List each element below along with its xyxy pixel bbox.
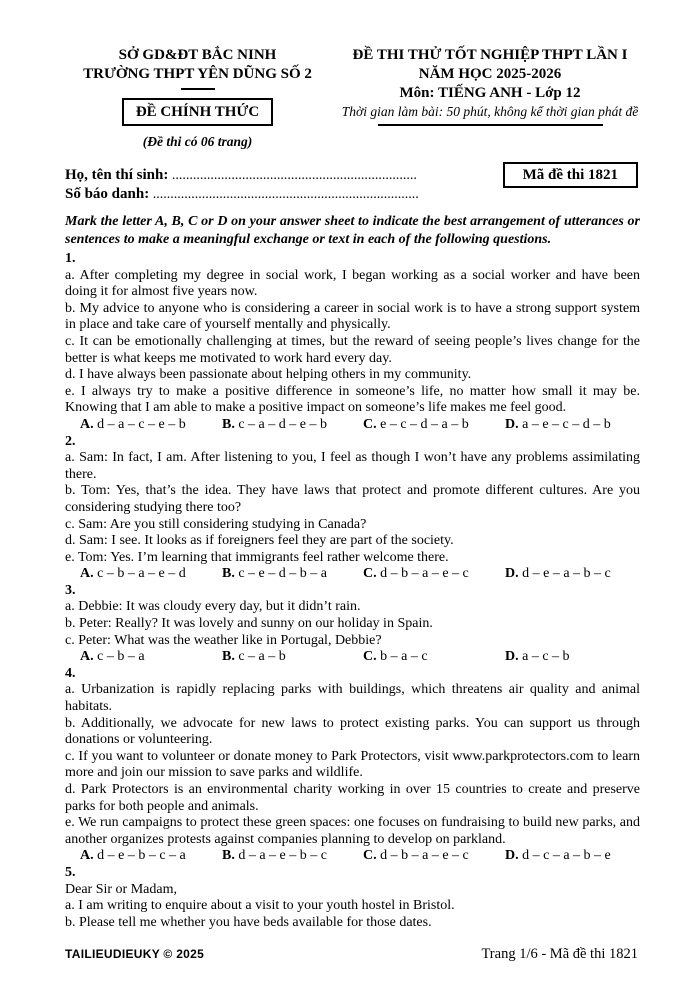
answer-option (505, 417, 640, 434)
option-sequence: c – b – a (93, 649, 145, 665)
option-letter: A. (80, 649, 94, 665)
answer-option (80, 649, 222, 666)
question-item: c. If you want to volunteer or donate money to Park Protectors, visit www.parkprotectors.com to learn more and join our mission to save parks and wildlife. (65, 748, 640, 781)
option-letter: B. (222, 416, 235, 432)
candidate-id-label: Số báo danh: (65, 186, 150, 202)
option-letter: B. (222, 566, 235, 582)
question-block (65, 865, 640, 931)
answer-option (222, 848, 363, 865)
question-item: e. I always try to make a positive difference in someone’s life, no matter how small it may be. Knowing that I am able to make a positive impact on someone’s life makes me feel good. (65, 383, 640, 416)
candidate-name-blank: ...................................................................... (171, 168, 417, 183)
option-letter: D. (505, 566, 519, 582)
option-sequence: c – b – a – e – d (93, 566, 186, 582)
option-sequence: d – a – e – b – c (234, 848, 327, 864)
question-number: 1. (65, 251, 76, 266)
school-year: NĂM HỌC 2025-2026 (418, 66, 562, 82)
watermark-text: TAILIEUDIEUKY © 2025 (65, 947, 205, 961)
official-exam-box: ĐỀ CHÍNH THỨC (122, 98, 273, 126)
candidate-info (65, 166, 640, 204)
question-preamble: Dear Sir or Madam, (65, 881, 177, 897)
option-letter: A. (80, 848, 94, 864)
question-item: b. Additionally, we advocate for new laws to protect existing parks. You can support us through donations or volunteering. (65, 715, 640, 748)
exam-code-box: Mã đề thi 1821 (503, 162, 638, 188)
question-item: b. Tom: Yes, that’s the idea. They have laws that protect and promote different cultures. Are you considering studying there too? (65, 483, 640, 515)
option-letter: A. (80, 416, 94, 432)
option-letter: C. (363, 649, 377, 665)
question-item: c. It can be emotionally challenging at times, but the reward of seeing people’s lives change for the better is what keeps me motivated to work hard every day. (65, 333, 640, 366)
answer-option (80, 566, 222, 583)
option-letter: B. (222, 649, 235, 665)
answer-option (505, 649, 640, 666)
question-number: 2. (65, 433, 76, 449)
duration-note: Thời gian làm bài: 50 phút, không kể thời gian phát đề (341, 104, 639, 119)
header-right-block (330, 46, 640, 150)
section-instruction: Mark the letter A, B, C or D on your answer sheet to indicate the best arrangement of utterances or sentences to make a meaningful exchange or text in each of the following questions. (65, 214, 640, 247)
option-letter: D. (505, 649, 519, 665)
candidate-name-label: Họ, tên thí sinh: (65, 167, 169, 183)
question-item: d. Sam: I see. It looks as if foreigners feel they are part of the society. (65, 533, 454, 549)
exam-title: ĐỀ THI THỬ TỐT NGHIỆP THPT LẦN I (352, 47, 628, 63)
answer-option (222, 649, 363, 666)
option-letter: D. (505, 416, 519, 432)
options-row (65, 848, 640, 865)
candidate-id-blank: ............................................................................ (152, 187, 419, 202)
questions-list (65, 251, 640, 931)
answer-option (222, 417, 363, 434)
question-item: c. Sam: Are you still considering studying in Canada? (65, 516, 367, 532)
subject-grade: Môn: TIẾNG ANH - Lớp 12 (399, 85, 581, 101)
option-sequence: d – e – b – c – a (93, 848, 186, 864)
header-left-block (65, 46, 330, 150)
option-sequence: a – e – c – d – b (518, 416, 611, 432)
answer-option (363, 848, 505, 865)
option-letter: B. (222, 848, 235, 864)
option-sequence: d – e – a – b – c (518, 566, 611, 582)
answer-option (363, 417, 505, 434)
question-item: b. Please tell me whether you have beds available for those dates. (65, 914, 432, 930)
answer-option (505, 848, 640, 865)
options-row (65, 649, 640, 666)
question-number: 3. (65, 582, 76, 598)
question-item: d. Park Protectors is an environmental charity working in over 15 countries to create and preserve parks for both people and animals. (65, 782, 640, 814)
option-sequence: d – c – a – b – e (518, 848, 611, 864)
option-letter: D. (505, 848, 519, 864)
question-item: a. Sam: In fact, I am. After listening to you, I feel as though I won’t have any problems assimilating there. (65, 450, 640, 482)
question-item: a. Debbie: It was cloudy every day, but it didn’t rain. (65, 599, 361, 615)
pages-note: (Đề thi có 06 trang) (142, 134, 253, 149)
page-footer (65, 946, 638, 963)
page-number: Trang 1/6 - Mã đề thi 1821 (481, 946, 638, 962)
question-item: a. I am writing to enquire about a visit to your youth hostel in Bristol. (65, 898, 455, 914)
option-letter: C. (363, 566, 377, 582)
answer-option (505, 566, 640, 583)
options-row (65, 417, 640, 434)
department-name: SỞ GD&ĐT BẮC NINH (118, 47, 277, 63)
option-sequence: c – e – d – b – a (234, 566, 327, 582)
answer-option (80, 848, 222, 865)
option-letter: A. (80, 566, 94, 582)
option-sequence: c – a – b (234, 649, 286, 665)
answer-option (363, 566, 505, 583)
question-item: c. Peter: What was the weather like in Portugal, Debbie? (65, 632, 382, 648)
question-item: d. I have always been passionate about helping others in my community. (65, 367, 472, 383)
option-sequence: e – c – d – a – b (376, 416, 469, 432)
question-item: a. After completing my degree in social work, I began working as a social worker and have been doing it for almost five years now. (65, 267, 640, 300)
question-item: a. Urbanization is rapidly replacing parks with buildings, which threatens air quality and animal habitats. (65, 682, 640, 715)
divider-line (181, 88, 215, 90)
question-number: 4. (65, 665, 76, 681)
option-letter: C. (363, 416, 377, 432)
question-block (65, 251, 640, 434)
answer-option (80, 417, 222, 434)
exam-header (65, 46, 640, 150)
option-sequence: c – a – d – e – b (234, 416, 327, 432)
question-number: 5. (65, 864, 76, 880)
answer-option (363, 649, 505, 666)
option-letter: C. (363, 848, 377, 864)
divider-line (378, 124, 603, 126)
option-sequence: a – c – b (518, 649, 570, 665)
option-sequence: d – b – a – e – c (376, 848, 469, 864)
question-block (65, 583, 640, 666)
option-sequence: b – a – c (376, 649, 428, 665)
question-item: b. Peter: Really? It was lovely and sunny on our holiday in Spain. (65, 616, 433, 632)
option-sequence: d – a – c – e – b (93, 416, 186, 432)
question-block (65, 666, 640, 865)
options-row (65, 566, 640, 583)
answer-option (222, 566, 363, 583)
question-item: b. My advice to anyone who is considering a career in social work is to have a strong support system in place and take care of yourself mentally and physically. (65, 300, 640, 333)
question-block (65, 434, 640, 583)
option-sequence: d – b – a – e – c (376, 566, 469, 582)
question-item: e. Tom: Yes. I’m learning that immigrants feel rather welcome there. (65, 549, 449, 565)
school-name: TRƯỜNG THPT YÊN DŨNG SỐ 2 (83, 66, 312, 82)
question-item: e. We run campaigns to protect these green spaces: one focuses on fundraising to build new parks, and another organizes protests against companies planning to develop on parkland. (65, 815, 640, 847)
